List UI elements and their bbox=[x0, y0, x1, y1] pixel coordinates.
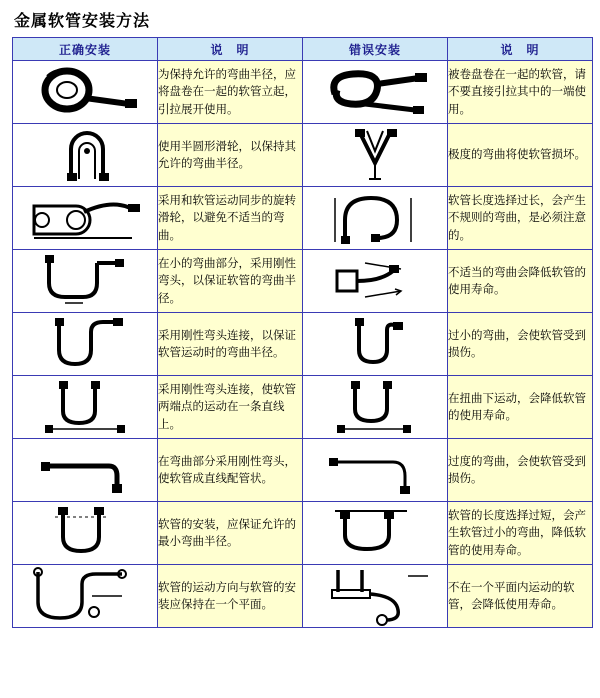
wrong-figure-cell bbox=[303, 187, 448, 250]
tight-u-bend-icon bbox=[315, 316, 435, 372]
wrong-figure-cell bbox=[303, 250, 448, 313]
hose-installation-table bbox=[12, 37, 593, 628]
wrong-figure-cell bbox=[303, 376, 448, 439]
wrong-description: 过小的弯曲，会使软管受到损伤。 bbox=[448, 313, 593, 376]
correct-description: 软管的运动方向与软管的安装应保持在一个平面。 bbox=[158, 565, 303, 628]
wrong-figure-cell bbox=[303, 565, 448, 628]
too-long-hose-small-bend-icon bbox=[315, 505, 435, 561]
wrong-figure-cell bbox=[303, 124, 448, 187]
table-row bbox=[13, 124, 593, 187]
wrong-description: 被卷盘卷在一起的软管，请不要直接引拉其中的一端使用。 bbox=[448, 61, 593, 124]
coiled-hose-icon bbox=[25, 64, 145, 120]
correct-description: 采用刚性弯头连接，以保证软管运动时的弯曲半径。 bbox=[158, 313, 303, 376]
table-row bbox=[13, 313, 593, 376]
wrong-description: 在扭曲下运动，会降低软管的使用寿命。 bbox=[448, 376, 593, 439]
correct-figure-cell bbox=[13, 439, 158, 502]
correct-figure-cell bbox=[13, 61, 158, 124]
correct-description: 在弯曲部分采用刚性弯头，使软管成直线配管状。 bbox=[158, 439, 303, 502]
sharp-bend-v-icon bbox=[315, 127, 435, 183]
wrong-description: 软管长度选择过长，会产生不规则的弯曲，是必须注意的。 bbox=[448, 187, 593, 250]
wrong-description: 不适当的弯曲会降低软管的使用寿命。 bbox=[448, 250, 593, 313]
table-row bbox=[13, 565, 593, 628]
header-wrong-desc: 说 明 bbox=[448, 38, 593, 61]
wrong-figure-cell bbox=[303, 439, 448, 502]
rigid-elbow-small-bend-icon bbox=[25, 253, 145, 309]
page-title: 金属软管安装方法 bbox=[14, 11, 151, 30]
same-plane-motion-icon bbox=[22, 566, 148, 626]
improper-bend-arrows-icon bbox=[315, 253, 435, 309]
correct-figure-cell bbox=[13, 502, 158, 565]
over-bend-elbow-icon bbox=[315, 442, 435, 498]
wrong-figure-cell bbox=[303, 61, 448, 124]
pulled-coiled-hose-icon bbox=[315, 64, 435, 120]
header-correct-install: 正确安装 bbox=[13, 38, 158, 61]
header-row bbox=[13, 38, 593, 61]
wrong-figure-cell bbox=[303, 313, 448, 376]
correct-figure-cell bbox=[13, 313, 158, 376]
semicircular-sheave-icon bbox=[25, 127, 145, 183]
header-correct-desc: 说 明 bbox=[158, 38, 303, 61]
twisted-u-bend-icon bbox=[315, 379, 435, 435]
wrong-description: 极度的弯曲将使软管损坏。 bbox=[448, 124, 593, 187]
correct-description: 为保持允许的弯曲半径，应将盘卷在一起的软管立起，引拉展开使用。 bbox=[158, 61, 303, 124]
min-bend-radius-u-icon bbox=[25, 505, 145, 561]
correct-description: 软管的安装，应保证允许的最小弯曲半径。 bbox=[158, 502, 303, 565]
correct-figure-cell bbox=[13, 376, 158, 439]
table-header bbox=[13, 38, 593, 61]
straight-pipe-elbow-icon bbox=[25, 442, 145, 498]
table-row bbox=[13, 250, 593, 313]
rigid-elbow-u-loop-icon bbox=[25, 316, 145, 372]
wrong-figure-cell bbox=[303, 502, 448, 565]
table-row bbox=[13, 439, 593, 502]
correct-figure-cell bbox=[13, 565, 158, 628]
correct-figure-cell bbox=[13, 124, 158, 187]
table-row bbox=[13, 187, 593, 250]
wrong-description: 软管的长度选择过短，会产生软管过小的弯曲，降低软管的使用寿命。 bbox=[448, 502, 593, 565]
table-row bbox=[13, 376, 593, 439]
correct-figure-cell bbox=[13, 187, 158, 250]
correct-figure-cell bbox=[13, 250, 158, 313]
rotating-sheave-chain-icon bbox=[22, 190, 148, 246]
table-row bbox=[13, 502, 593, 565]
correct-description: 在小的弯曲部分，采用刚性弯头，以保证软管的弯曲半径。 bbox=[158, 250, 303, 313]
correct-description: 采用刚性弯头连接，使软管两端点的运动在一条直线上。 bbox=[158, 376, 303, 439]
out-of-plane-motion-icon bbox=[312, 566, 438, 626]
long-hose-irregular-bend-icon bbox=[315, 190, 435, 246]
rigid-elbow-straight-line-icon bbox=[25, 379, 145, 435]
correct-description: 使用半圆形滑轮，以保持其允许的弯曲半径。 bbox=[158, 124, 303, 187]
header-wrong-install: 错误安装 bbox=[303, 38, 448, 61]
correct-description: 采用和软管运动同步的旋转滑轮，以避免不适当的弯曲。 bbox=[158, 187, 303, 250]
wrong-description: 过度的弯曲，会使软管受到损伤。 bbox=[448, 439, 593, 502]
table-body bbox=[13, 61, 593, 628]
wrong-description: 不在一个平面内运动的软管，会降低使用寿命。 bbox=[448, 565, 593, 628]
table-row bbox=[13, 61, 593, 124]
